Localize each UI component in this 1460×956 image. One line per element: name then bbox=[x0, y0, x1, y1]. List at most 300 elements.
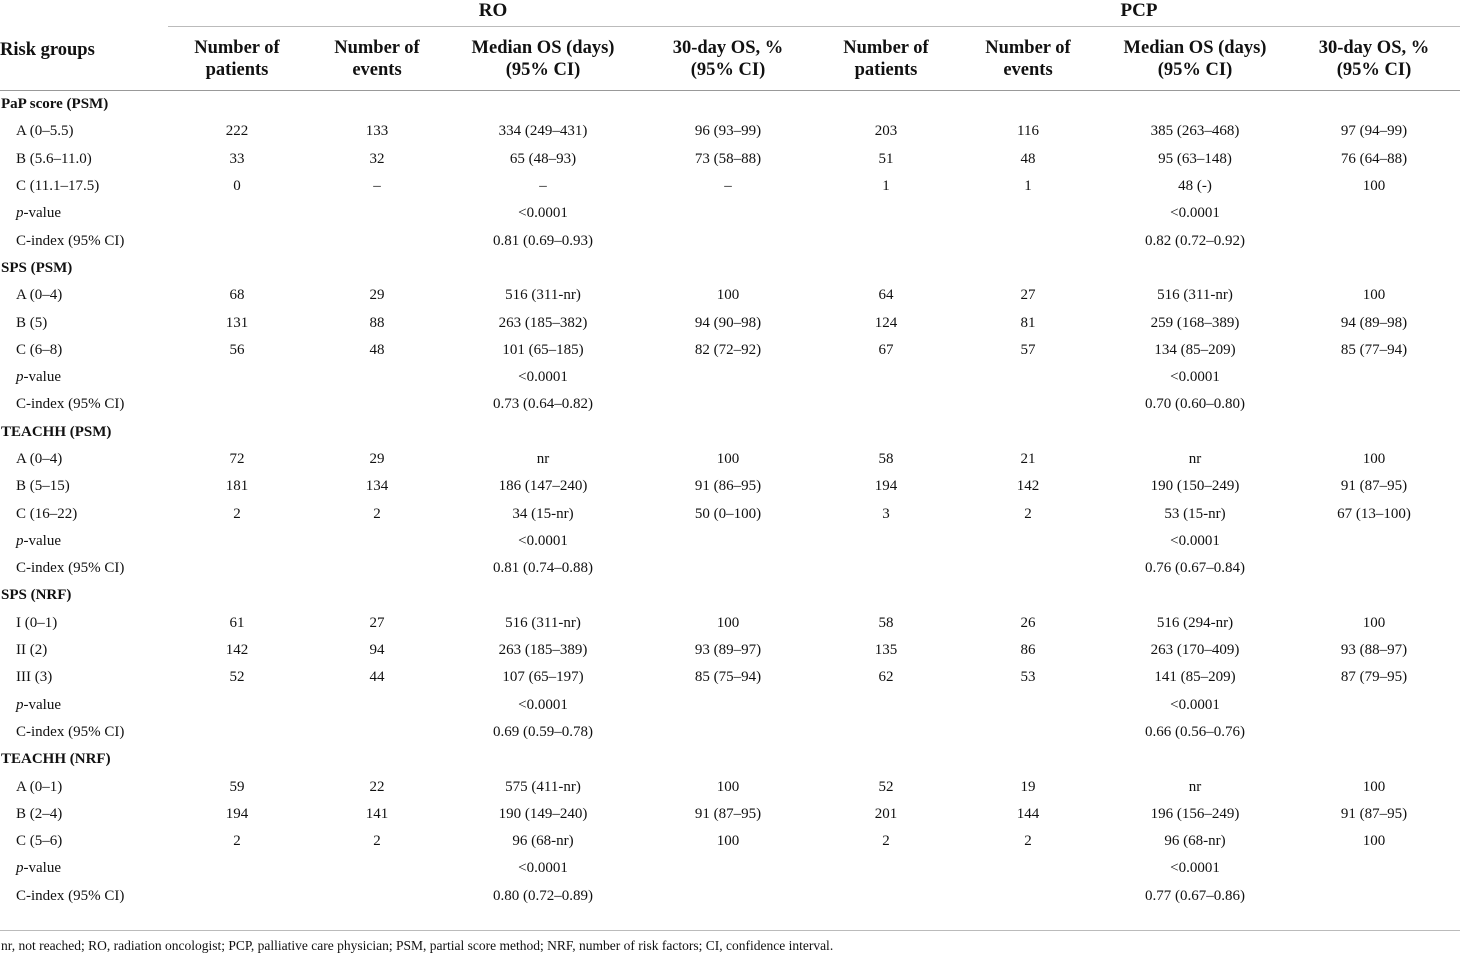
table-cell bbox=[818, 692, 954, 719]
table-cell: 131 bbox=[225, 314, 249, 331]
table-cell bbox=[448, 582, 638, 609]
table-cell bbox=[638, 555, 818, 582]
table-cell: 100 bbox=[716, 833, 740, 850]
table-cell: 21 bbox=[1020, 451, 1036, 467]
table-cell bbox=[1102, 419, 1288, 446]
table-cell bbox=[1288, 582, 1460, 609]
table-cell: <0.0001 bbox=[1170, 369, 1220, 386]
table-cell: 51 bbox=[878, 150, 894, 167]
table-cell bbox=[954, 692, 1102, 719]
table-cell bbox=[818, 855, 954, 882]
table-cell bbox=[818, 582, 954, 609]
table-cell bbox=[818, 883, 954, 910]
col-pcp-patients: Number of patients bbox=[818, 27, 954, 91]
table-cell: 85 (77–94) bbox=[1340, 341, 1408, 358]
table-cell bbox=[306, 528, 448, 555]
table-cell bbox=[954, 91, 1102, 119]
table-row bbox=[0, 801, 1460, 828]
table-cell: 190 (150–249) bbox=[1150, 478, 1240, 495]
table-cell bbox=[1288, 91, 1460, 119]
table-cell bbox=[638, 364, 818, 391]
row-label: p-value bbox=[16, 696, 61, 713]
table-cell bbox=[954, 364, 1102, 391]
table-cell: 100 bbox=[1362, 287, 1386, 304]
row-label: A (0–5.5) bbox=[16, 123, 74, 140]
table-row bbox=[0, 282, 1460, 309]
table-cell: 29 bbox=[369, 287, 385, 304]
row-label: C-index (95% CI) bbox=[16, 232, 125, 249]
table-cell: 133 bbox=[365, 123, 389, 140]
section-label: TEACHH (PSM) bbox=[1, 423, 112, 440]
table-cell: 56 bbox=[229, 341, 245, 358]
row-label: C (5–6) bbox=[16, 833, 63, 850]
table-cell: 0.80 (0.72–0.89) bbox=[493, 887, 593, 904]
table-cell: 0 bbox=[233, 178, 241, 195]
table-cell bbox=[1288, 528, 1460, 555]
table-cell: 196 (156–249) bbox=[1150, 805, 1240, 822]
table-cell: 100 bbox=[716, 778, 740, 795]
table-cell bbox=[168, 582, 306, 609]
table-cell: 181 bbox=[225, 478, 249, 495]
table-cell: 50 (0–100) bbox=[694, 505, 762, 522]
row-label: C (11.1–17.5) bbox=[16, 178, 100, 195]
table-cell: 141 bbox=[365, 805, 389, 822]
table-row bbox=[0, 773, 1460, 800]
table-cell: 100 bbox=[716, 614, 740, 631]
table-cell: 0.82 (0.72–0.92) bbox=[1145, 232, 1245, 249]
table-cell bbox=[818, 391, 954, 418]
row-label: B (2–4) bbox=[16, 805, 63, 822]
table-cell: 0.76 (0.67–0.84) bbox=[1145, 560, 1245, 577]
table-cell: 0.66 (0.56–0.76) bbox=[1145, 723, 1245, 740]
table-cell bbox=[306, 555, 448, 582]
table-row bbox=[0, 391, 1460, 418]
table-cell bbox=[1288, 855, 1460, 882]
table-cell: 203 bbox=[874, 123, 898, 140]
table-cell: <0.0001 bbox=[1170, 205, 1220, 222]
table-cell: 0.73 (0.64–0.82) bbox=[493, 396, 593, 413]
table-cell: 0.81 (0.74–0.88) bbox=[493, 560, 593, 577]
table-cell bbox=[954, 719, 1102, 746]
table-cell: 64 bbox=[878, 287, 894, 304]
table-cell: 61 bbox=[229, 614, 245, 631]
table-cell: 93 (88–97) bbox=[1340, 642, 1408, 659]
table-cell: <0.0001 bbox=[1170, 532, 1220, 549]
section-label: SPS (PSM) bbox=[1, 259, 73, 276]
table-row bbox=[0, 227, 1460, 254]
table-cell bbox=[954, 391, 1102, 418]
table-cell: 65 (48–93) bbox=[509, 150, 577, 167]
table-cell: 91 (86–95) bbox=[694, 478, 762, 495]
table-cell bbox=[954, 746, 1102, 773]
col-pcp-30day: 30-day OS, % (95% CI) bbox=[1288, 27, 1460, 91]
table-cell bbox=[638, 582, 818, 609]
table-cell: 0.77 (0.67–0.86) bbox=[1145, 887, 1245, 904]
table-cell bbox=[1102, 582, 1288, 609]
table-cell bbox=[306, 200, 448, 227]
table-cell: 259 (168–389) bbox=[1150, 314, 1240, 331]
table-cell: 19 bbox=[1020, 778, 1036, 795]
table-cell bbox=[306, 719, 448, 746]
table-cell bbox=[1288, 692, 1460, 719]
table-cell: 81 bbox=[1020, 314, 1036, 331]
table-cell: 116 bbox=[1017, 123, 1039, 140]
table-cell: 263 (170–409) bbox=[1150, 642, 1240, 659]
table-cell: 96 (68-nr) bbox=[512, 833, 574, 850]
row-label: C-index (95% CI) bbox=[16, 560, 125, 577]
table-cell bbox=[1288, 255, 1460, 282]
table-cell bbox=[168, 227, 306, 254]
col-ro-patients: Number of patients bbox=[168, 27, 306, 91]
section-label: SPS (NRF) bbox=[1, 587, 72, 604]
row-label: III (3) bbox=[16, 669, 53, 686]
table-cell: 100 bbox=[716, 287, 740, 304]
table-cell: 385 (263–468) bbox=[1150, 123, 1240, 140]
table-cell: 1 bbox=[1024, 178, 1032, 195]
table-cell: 201 bbox=[874, 805, 898, 822]
table-cell: 96 (68-nr) bbox=[1164, 833, 1226, 850]
table-cell bbox=[168, 364, 306, 391]
table-cell: 0.70 (0.60–0.80) bbox=[1145, 396, 1245, 413]
table-cell: 100 bbox=[1362, 614, 1386, 631]
table-cell: 516 (294-nr) bbox=[1156, 614, 1234, 631]
table-cell: 34 (15-nr) bbox=[512, 505, 574, 522]
row-label: I (0–1) bbox=[16, 614, 58, 631]
table-cell bbox=[954, 528, 1102, 555]
table-cell: 88 bbox=[369, 314, 385, 331]
table-cell: 91 (87–95) bbox=[1340, 805, 1408, 822]
table-cell: 2 bbox=[233, 833, 241, 850]
table-cell: <0.0001 bbox=[1170, 696, 1220, 713]
table-cell: nr bbox=[1188, 778, 1202, 795]
table-cell: 53 (15-nr) bbox=[1164, 505, 1226, 522]
table-row bbox=[0, 610, 1460, 637]
table-cell bbox=[168, 391, 306, 418]
table-cell bbox=[306, 255, 448, 282]
table-cell: 142 bbox=[225, 642, 249, 659]
row-label: B (5–15) bbox=[16, 478, 70, 495]
table-row bbox=[0, 446, 1460, 473]
table-cell bbox=[818, 555, 954, 582]
table-cell bbox=[954, 883, 1102, 910]
table-cell bbox=[168, 555, 306, 582]
table-cell bbox=[638, 200, 818, 227]
table-cell bbox=[448, 91, 638, 119]
table-cell: 575 (411-nr) bbox=[505, 778, 581, 795]
table-cell bbox=[168, 855, 306, 882]
section-row bbox=[0, 582, 1460, 609]
table-cell: <0.0001 bbox=[518, 205, 568, 222]
table-cell bbox=[954, 227, 1102, 254]
table-cell: 86 bbox=[1020, 642, 1036, 659]
table-cell: 62 bbox=[878, 669, 894, 686]
table-cell bbox=[1288, 227, 1460, 254]
table-cell bbox=[448, 419, 638, 446]
group-pcp: PCP bbox=[818, 0, 1460, 27]
table-row bbox=[0, 637, 1460, 664]
table-cell bbox=[818, 227, 954, 254]
table-cell bbox=[954, 200, 1102, 227]
table-cell bbox=[168, 255, 306, 282]
table-row bbox=[0, 692, 1460, 719]
table-cell: 124 bbox=[874, 314, 898, 331]
table-cell: 3 bbox=[882, 505, 890, 522]
table-cell: 57 bbox=[1020, 341, 1036, 358]
table-cell: 100 bbox=[1362, 778, 1386, 795]
table-cell: 94 (90–98) bbox=[694, 314, 762, 331]
table-cell: 27 bbox=[1020, 287, 1036, 304]
table-cell: 100 bbox=[1362, 833, 1386, 850]
table-cell: 2 bbox=[1024, 505, 1032, 522]
table-cell: 135 bbox=[874, 642, 898, 659]
table-row bbox=[0, 555, 1460, 582]
table-cell: 67 (13–100) bbox=[1337, 505, 1411, 522]
section-label: PaP score (PSM) bbox=[1, 96, 109, 113]
table-row bbox=[0, 828, 1460, 855]
table-cell: – bbox=[539, 178, 547, 195]
table-cell bbox=[818, 719, 954, 746]
table-footnote: nr, not reached; RO, radiation oncologist; PCP, palliative care physician; PSM, partial score method; NRF, number of risk factors; CI, confidence interval. bbox=[1, 938, 834, 953]
table-cell: 2 bbox=[373, 833, 381, 850]
table-cell bbox=[1102, 255, 1288, 282]
table-cell bbox=[638, 528, 818, 555]
table-cell: <0.0001 bbox=[518, 369, 568, 386]
table-cell: 67 bbox=[878, 341, 894, 358]
table-cell: 222 bbox=[225, 123, 249, 140]
table-row bbox=[0, 719, 1460, 746]
row-label: C (6–8) bbox=[16, 341, 63, 358]
table-cell: 100 bbox=[1362, 178, 1386, 195]
table-cell bbox=[306, 227, 448, 254]
table-cell: 73 (58–88) bbox=[694, 150, 762, 167]
col-pcp-median: Median OS (days) (95% CI) bbox=[1102, 27, 1288, 91]
table-cell: 52 bbox=[878, 778, 894, 795]
table-cell bbox=[818, 419, 954, 446]
row-label: A (0–1) bbox=[16, 778, 63, 795]
table-cell: 95 (63–148) bbox=[1158, 150, 1232, 167]
table-cell: 27 bbox=[369, 614, 385, 631]
table-cell bbox=[638, 391, 818, 418]
table-cell bbox=[168, 883, 306, 910]
table-cell: <0.0001 bbox=[518, 860, 568, 877]
table-cell: <0.0001 bbox=[1170, 860, 1220, 877]
table-row bbox=[0, 173, 1460, 200]
table-row bbox=[0, 528, 1460, 555]
column-header-row bbox=[0, 27, 1460, 91]
table-cell: 93 (89–97) bbox=[694, 642, 762, 659]
table-cell: 48 bbox=[369, 341, 385, 358]
table-cell bbox=[638, 719, 818, 746]
table-cell: 516 (311-nr) bbox=[505, 614, 581, 631]
table-cell: 48 (-) bbox=[1178, 178, 1212, 195]
section-row bbox=[0, 91, 1460, 119]
table-cell bbox=[818, 255, 954, 282]
table-cell bbox=[818, 746, 954, 773]
table-cell bbox=[818, 528, 954, 555]
row-label: C-index (95% CI) bbox=[16, 396, 125, 413]
table-cell bbox=[168, 200, 306, 227]
row-label: B (5) bbox=[16, 314, 48, 331]
table-cell bbox=[1288, 883, 1460, 910]
table-cell: nr bbox=[536, 451, 550, 467]
table-cell bbox=[168, 528, 306, 555]
table-cell bbox=[1288, 364, 1460, 391]
table-cell: 52 bbox=[229, 669, 245, 686]
table-cell: 85 (75–94) bbox=[694, 669, 762, 686]
table-cell bbox=[1102, 91, 1288, 119]
table-cell bbox=[638, 883, 818, 910]
table-cell bbox=[306, 855, 448, 882]
table-cell bbox=[1288, 555, 1460, 582]
table-cell: 1 bbox=[882, 178, 890, 195]
table-cell: 0.69 (0.59–0.78) bbox=[493, 723, 593, 740]
table-cell bbox=[1288, 719, 1460, 746]
table-cell bbox=[954, 855, 1102, 882]
row-label: C-index (95% CI) bbox=[16, 887, 125, 904]
table-cell bbox=[168, 719, 306, 746]
table-row bbox=[0, 883, 1460, 910]
table-cell bbox=[638, 419, 818, 446]
table-cell: 48 bbox=[1020, 150, 1036, 167]
col-ro-median: Median OS (days) (95% CI) bbox=[448, 27, 638, 91]
table-cell bbox=[168, 746, 306, 773]
table-cell: 58 bbox=[878, 451, 894, 467]
table-row bbox=[0, 309, 1460, 336]
table-cell: 142 bbox=[1016, 478, 1040, 495]
table-cell: 263 (185–382) bbox=[498, 314, 588, 331]
table-cell bbox=[818, 91, 954, 119]
col-ro-events: Number of events bbox=[306, 27, 448, 91]
table-cell: 76 (64–88) bbox=[1340, 150, 1408, 167]
table-row bbox=[0, 855, 1460, 882]
table-cell: 194 bbox=[225, 805, 249, 822]
table-cell bbox=[638, 692, 818, 719]
table-cell: 2 bbox=[882, 833, 890, 850]
table-cell: 87 (79–95) bbox=[1340, 669, 1408, 686]
table-cell: 22 bbox=[369, 778, 385, 795]
table-cell: 0.81 (0.69–0.93) bbox=[493, 232, 593, 249]
group-ro: RO bbox=[168, 0, 818, 27]
footer-divider bbox=[0, 930, 1460, 931]
table-cell: 134 bbox=[365, 478, 389, 495]
table-cell: 263 (185–389) bbox=[498, 642, 588, 659]
table-cell: 2 bbox=[373, 505, 381, 522]
row-label: C-index (95% CI) bbox=[16, 723, 125, 740]
row-label: p-value bbox=[16, 860, 61, 877]
table-cell bbox=[954, 419, 1102, 446]
table-row bbox=[0, 118, 1460, 145]
table-cell: 32 bbox=[369, 150, 385, 167]
table-cell bbox=[638, 227, 818, 254]
col-risk-groups: Risk groups bbox=[0, 27, 168, 91]
table-cell: nr bbox=[1188, 451, 1202, 467]
group-header-row bbox=[0, 0, 1460, 27]
table-cell: 100 bbox=[1362, 451, 1386, 467]
table-cell: 33 bbox=[229, 150, 245, 167]
section-row bbox=[0, 746, 1460, 773]
table-cell: 100 bbox=[716, 451, 740, 467]
table-row bbox=[0, 146, 1460, 173]
table-cell: 107 (65–197) bbox=[502, 669, 584, 686]
table-cell bbox=[638, 255, 818, 282]
table-cell bbox=[168, 692, 306, 719]
table-cell: 59 bbox=[229, 778, 245, 795]
table-cell bbox=[448, 255, 638, 282]
table-cell bbox=[306, 582, 448, 609]
table-cell: 82 (72–92) bbox=[694, 341, 762, 358]
table-cell bbox=[1288, 746, 1460, 773]
table-cell: 91 (87–95) bbox=[1340, 478, 1408, 495]
table-cell bbox=[638, 855, 818, 882]
table-cell: 2 bbox=[233, 505, 241, 522]
row-label: p-value bbox=[16, 369, 61, 386]
table-cell bbox=[448, 746, 638, 773]
table-cell bbox=[818, 200, 954, 227]
table-cell bbox=[1288, 391, 1460, 418]
table-row bbox=[0, 337, 1460, 364]
table-cell: 44 bbox=[369, 669, 385, 686]
table-cell bbox=[954, 582, 1102, 609]
table-cell bbox=[1102, 746, 1288, 773]
table-cell: 94 (89–98) bbox=[1340, 314, 1408, 331]
table-body bbox=[0, 91, 1460, 910]
table-cell bbox=[306, 419, 448, 446]
table-cell: <0.0001 bbox=[518, 696, 568, 713]
table-cell bbox=[306, 364, 448, 391]
table-row bbox=[0, 200, 1460, 227]
col-ro-30day: 30-day OS, % (95% CI) bbox=[638, 27, 818, 91]
row-label: p-value bbox=[16, 205, 61, 222]
table-cell: 58 bbox=[878, 614, 894, 631]
table-cell bbox=[306, 391, 448, 418]
table-cell bbox=[1288, 200, 1460, 227]
col-pcp-events: Number of events bbox=[954, 27, 1102, 91]
table-cell: 141 (85–209) bbox=[1154, 669, 1236, 686]
table-cell: 91 (87–95) bbox=[694, 805, 762, 822]
table-cell: 97 (94–99) bbox=[1340, 123, 1408, 140]
table-cell: 26 bbox=[1020, 614, 1036, 631]
table-cell: 2 bbox=[1024, 833, 1032, 850]
table-cell bbox=[306, 692, 448, 719]
table-cell bbox=[306, 746, 448, 773]
table-cell bbox=[638, 746, 818, 773]
row-label: C (16–22) bbox=[16, 505, 78, 522]
table-cell: 144 bbox=[1016, 805, 1040, 822]
table-cell bbox=[954, 255, 1102, 282]
table-cell: 53 bbox=[1020, 669, 1036, 686]
row-label: A (0–4) bbox=[16, 287, 63, 304]
table-cell bbox=[168, 419, 306, 446]
table-row bbox=[0, 473, 1460, 500]
table-cell: – bbox=[724, 178, 732, 195]
row-label: A (0–4) bbox=[16, 451, 63, 467]
table-cell: 334 (249–431) bbox=[498, 123, 588, 140]
row-label: II (2) bbox=[16, 642, 48, 659]
table-cell bbox=[306, 883, 448, 910]
table-cell: 96 (93–99) bbox=[694, 123, 762, 140]
table-cell bbox=[638, 91, 818, 119]
table-cell: – bbox=[373, 178, 381, 195]
section-row bbox=[0, 419, 1460, 446]
table-cell bbox=[818, 364, 954, 391]
table-cell: 186 (147–240) bbox=[498, 478, 588, 495]
table-cell: 101 (65–185) bbox=[502, 341, 584, 358]
table-cell bbox=[168, 91, 306, 119]
row-label: B (5.6–11.0) bbox=[16, 150, 92, 167]
table-cell: 29 bbox=[369, 451, 385, 467]
table-cell: 516 (311-nr) bbox=[505, 287, 581, 304]
table-cell: 72 bbox=[229, 451, 245, 467]
